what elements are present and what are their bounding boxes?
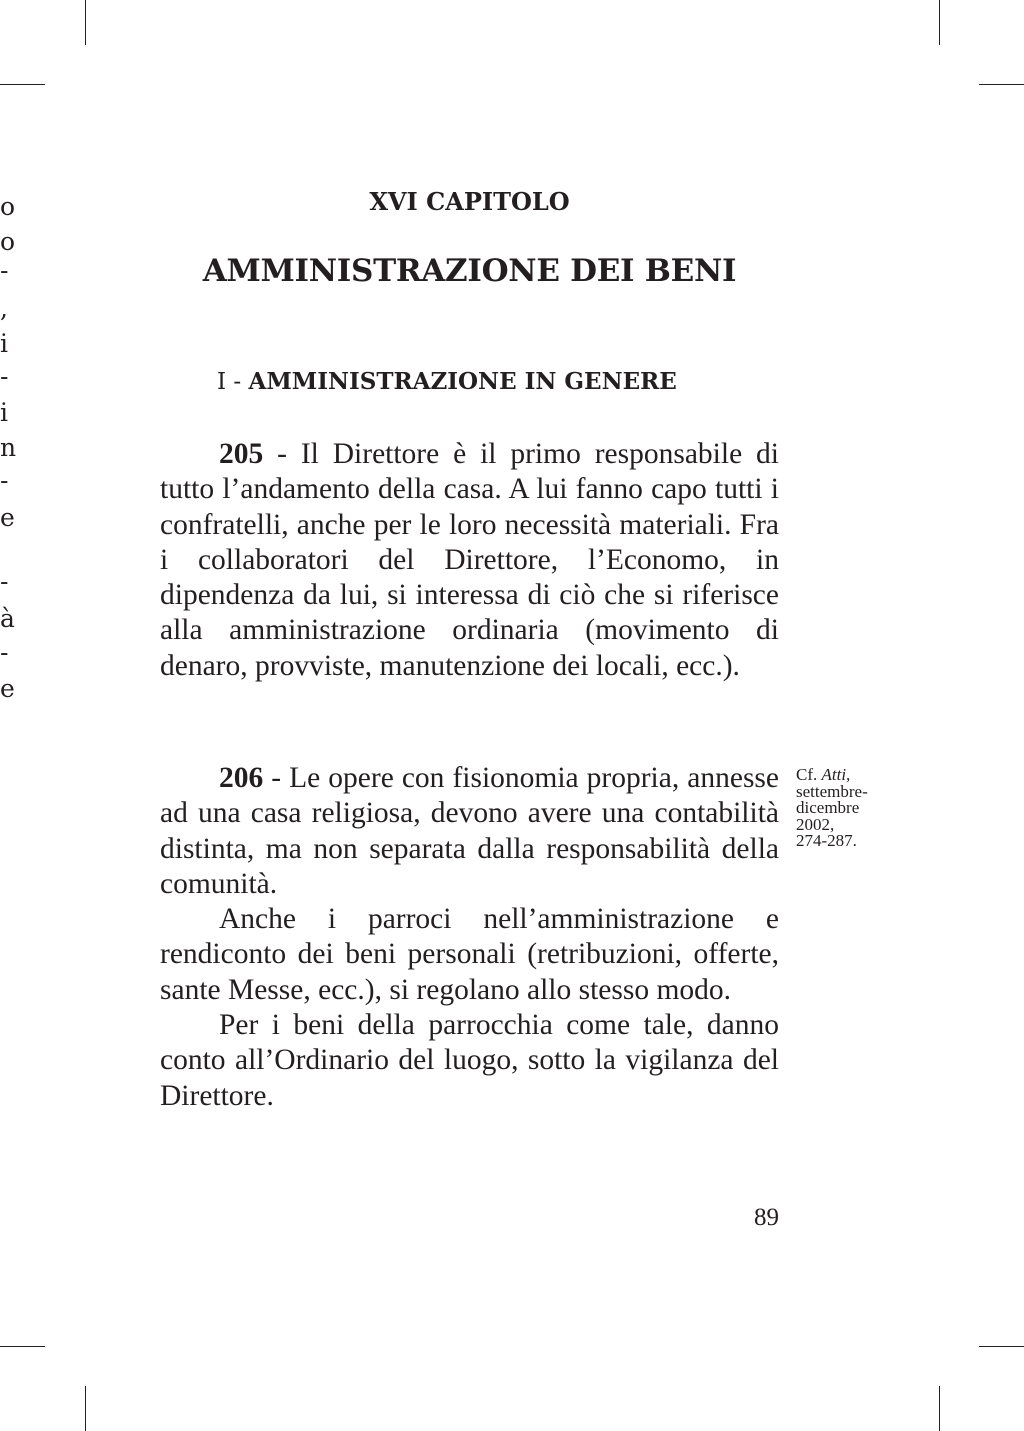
bleed-glyph: e [0,674,15,703]
paragraph-text [160,761,779,902]
bleed-glyph: - [0,362,9,391]
chapter-label: XVI CAPITOLO [369,187,570,216]
bleed-glyph: - [0,638,9,667]
crop-mark [85,1386,86,1431]
margin-reference-note [796,767,906,850]
bleed-glyph: e [0,503,15,532]
crop-mark [0,1346,45,1347]
bleed-glyph: à [0,604,15,633]
paragraph-number: 205 [219,438,264,470]
paragraph-206 [160,761,779,1114]
margin-note-line: dicembre [796,798,860,818]
paragraph-number: 206 [219,762,264,794]
crop-mark [979,84,1024,85]
paragraph-text [160,437,779,684]
chapter-title: AMMINISTRAZIONE DEI BENI [202,253,737,289]
bleed-glyph: i [0,329,8,358]
margin-note-line: 2002, [796,814,835,834]
paragraph-205 [160,437,779,684]
page-number: 89 [754,1204,779,1231]
bleed-glyph: - [0,567,9,596]
paragraph-body: - Le opere con fisionomia propria, annesse ad una casa religiosa, devono avere una contabilità distinta, ma non separata dalla responsabilità della comunità. [160,762,779,900]
margin-note-line: settembre- [796,781,868,801]
crop-mark [85,0,86,45]
bleed-glyph: - [0,466,9,495]
paragraph-body: - Il Direttore è il primo responsabile di tutto l’andamento della casa. A lui fanno capo tutti i confratelli, anche per le loro necessità materiali. Fra i collaboratori del Direttore, l’Economo, in dipendenza da lui, si interessa di ciò che si riferisce alla amministrazione ordinaria (movimento di denaro, provviste, manutenzione dei locali, ecc.). [160,438,779,682]
section-heading [217,368,677,395]
bleed-glyph: n [0,433,17,462]
paragraph-continuation: Anche i parroci nell’amministrazione e rendiconto dei beni personali (retribuzioni, offerte, sante Messe, ecc.), si regolano allo stesso modo. [160,903,779,1006]
bleed-glyph: , [0,294,8,323]
margin-note-prefix: Cf. [796,765,822,784]
margin-note-source: Atti, [821,765,851,784]
crop-mark [979,1346,1024,1347]
crop-mark [0,84,45,85]
section-number: I - [217,369,249,395]
crop-mark [939,1386,940,1431]
bleed-glyph: - [0,256,9,285]
crop-mark [939,0,940,45]
bleed-glyph: o [0,227,16,256]
bleed-glyph: o [0,192,16,221]
bleed-glyph: i [0,398,8,427]
paragraph-continuation: Per i beni della parrocchia come tale, danno conto all’Ordinario del luogo, sotto la vigilanza del Direttore. [160,1009,779,1112]
section-title: AMMINISTRAZIONE IN GENERE [248,368,677,395]
margin-note-line: 274-287. [796,831,857,851]
